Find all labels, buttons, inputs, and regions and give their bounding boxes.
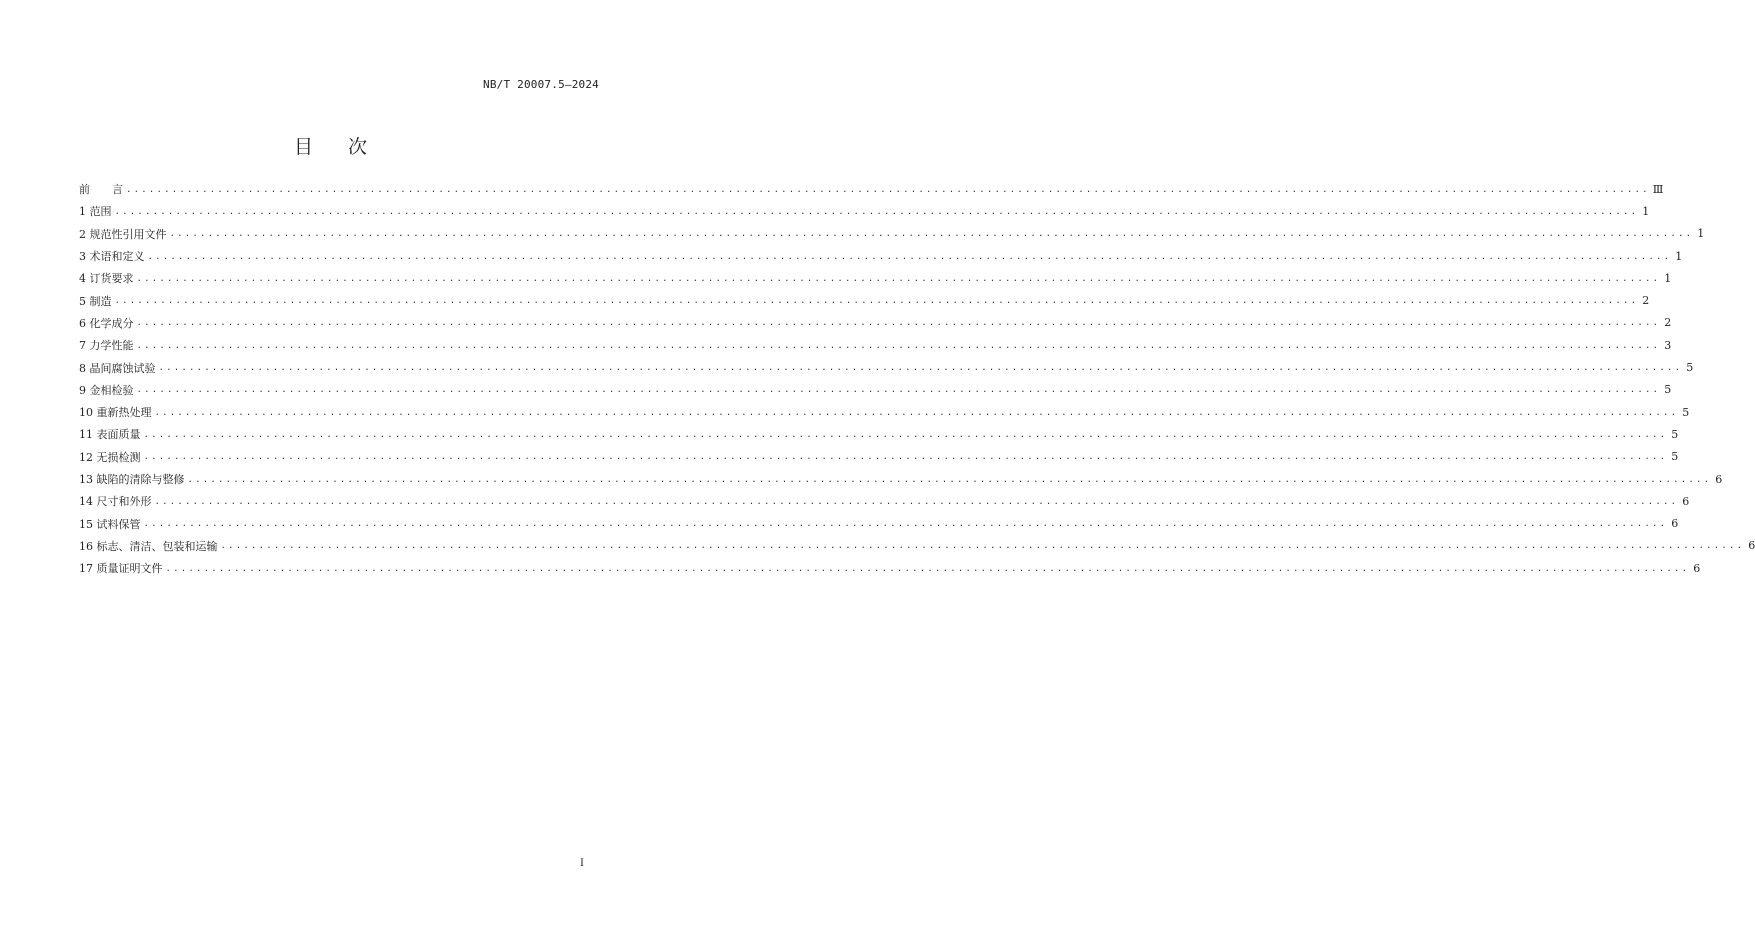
toc-leader-dots: ........................................................................................................................................................................................................ [154, 496, 1679, 507]
toc-entry-page: 3 [1664, 338, 1672, 352]
toc-leader-dots: ........................................................................................................................................................................................................ [136, 385, 1661, 396]
toc-entry-label: 7 力学性能 [79, 339, 134, 353]
page-number: I [580, 858, 584, 869]
toc-leader-dots: ........................................................................................................................................................................................................ [126, 184, 1650, 195]
toc-entry-label: 前 言 [79, 183, 123, 197]
toc-entry-page: 1 [1642, 204, 1650, 218]
toc-entry-page: 1 [1675, 249, 1683, 263]
toc-entry-page: 6 [1693, 561, 1701, 575]
document-code: NB/T 20007.5—2024 [483, 78, 599, 91]
toc-entry-page: 5 [1664, 383, 1672, 397]
toc-entry[interactable] [79, 401, 1690, 423]
toc-leader-dots: ........................................................................................................................................................................................................ [169, 229, 1694, 240]
toc-entry[interactable] [79, 223, 1705, 245]
toc-leader-dots: ........................................................................................................................................................................................................ [143, 519, 1668, 530]
toc-entry[interactable] [79, 490, 1690, 512]
table-of-contents [79, 178, 1755, 579]
toc-leader-dots: ........................................................................................................................................................................................................ [136, 340, 1661, 351]
toc-entry-page: 1 [1697, 227, 1705, 241]
toc-leader-dots: ........................................................................................................................................................................................................ [114, 206, 1639, 217]
toc-entry-label: 15 试料保管 [79, 517, 141, 531]
toc-entry-page: 5 [1682, 405, 1690, 419]
toc-entry[interactable] [79, 535, 1755, 557]
toc-entry-page: 1 [1664, 271, 1672, 285]
toc-entry-label: 4 订货要求 [79, 272, 134, 286]
toc-entry-page: 5 [1671, 427, 1679, 441]
toc-leader-dots: ........................................................................................................................................................................................................ [220, 541, 1745, 552]
toc-entry-page: 6 [1671, 517, 1679, 531]
toc-entry-page: 5 [1671, 450, 1679, 464]
toc-leader-dots: ........................................................................................................................................................................................................ [143, 452, 1668, 463]
toc-leader-dots: ........................................................................................................................................................................................................ [158, 363, 1683, 374]
toc-entry[interactable] [79, 200, 1650, 222]
toc-entry-page: 2 [1642, 294, 1650, 308]
toc-entry[interactable] [79, 289, 1650, 311]
toc-entry-label: 11 表面质量 [79, 428, 141, 442]
toc-entry-label: 2 规范性引用文件 [79, 227, 167, 241]
page-title [0, 132, 662, 159]
toc-entry-page: 6 [1682, 494, 1690, 508]
toc-leader-dots: ........................................................................................................................................................................................................ [187, 474, 1712, 485]
toc-entry-label: 6 化学成分 [79, 316, 134, 330]
toc-entry-label: 10 重新热处理 [79, 406, 152, 420]
toc-entry-label: 17 质量证明文件 [79, 562, 163, 576]
title-char-2: 次 [348, 136, 369, 158]
toc-leader-dots: ........................................................................................................................................................................................................ [143, 429, 1668, 440]
toc-entry[interactable] [79, 267, 1672, 289]
toc-entry[interactable] [79, 446, 1679, 468]
toc-entry-page: 5 [1686, 361, 1694, 375]
toc-leader-dots: ........................................................................................................................................................................................................ [136, 318, 1661, 329]
toc-entry-label: 13 缺陷的清除与整修 [79, 473, 185, 486]
toc-entry[interactable] [79, 468, 1723, 490]
toc-entry-page: 6 [1748, 539, 1755, 553]
toc-entry-label: 9 金相检验 [79, 383, 134, 397]
toc-leader-dots: ........................................................................................................................................................................................................ [165, 563, 1690, 574]
toc-entry-label: 16 标志、清洁、包装和运输 [79, 539, 218, 553]
toc-entry[interactable] [79, 245, 1683, 267]
toc-leader-dots: ........................................................................................................................................................................................................ [136, 273, 1661, 284]
toc-entry[interactable] [79, 334, 1672, 356]
toc-entry-label: 1 范围 [79, 205, 112, 219]
toc-entry[interactable] [79, 512, 1679, 534]
toc-entry-label: 12 无损检测 [79, 450, 141, 464]
toc-entry-page: Ⅲ [1652, 182, 1664, 196]
toc-leader-dots: ........................................................................................................................................................................................................ [147, 251, 1672, 262]
toc-entry[interactable] [79, 423, 1679, 445]
toc-entry[interactable] [79, 178, 1664, 200]
toc-entry-page: 2 [1664, 316, 1672, 330]
toc-entry-page: 6 [1715, 472, 1723, 486]
toc-entry[interactable] [79, 557, 1701, 579]
toc-leader-dots: ........................................................................................................................................................................................................ [114, 296, 1639, 307]
toc-entry[interactable] [79, 312, 1672, 334]
toc-entry-label: 3 术语和定义 [79, 250, 145, 264]
toc-entry[interactable] [79, 356, 1694, 378]
toc-entry[interactable] [79, 379, 1672, 401]
toc-entry-label: 14 尺寸和外形 [79, 495, 152, 509]
toc-entry-label: 8 晶间腐蚀试验 [79, 361, 156, 375]
toc-leader-dots: ........................................................................................................................................................................................................ [154, 407, 1679, 418]
toc-entry-label: 5 制造 [79, 294, 112, 308]
title-char-1: 目 [293, 136, 314, 158]
